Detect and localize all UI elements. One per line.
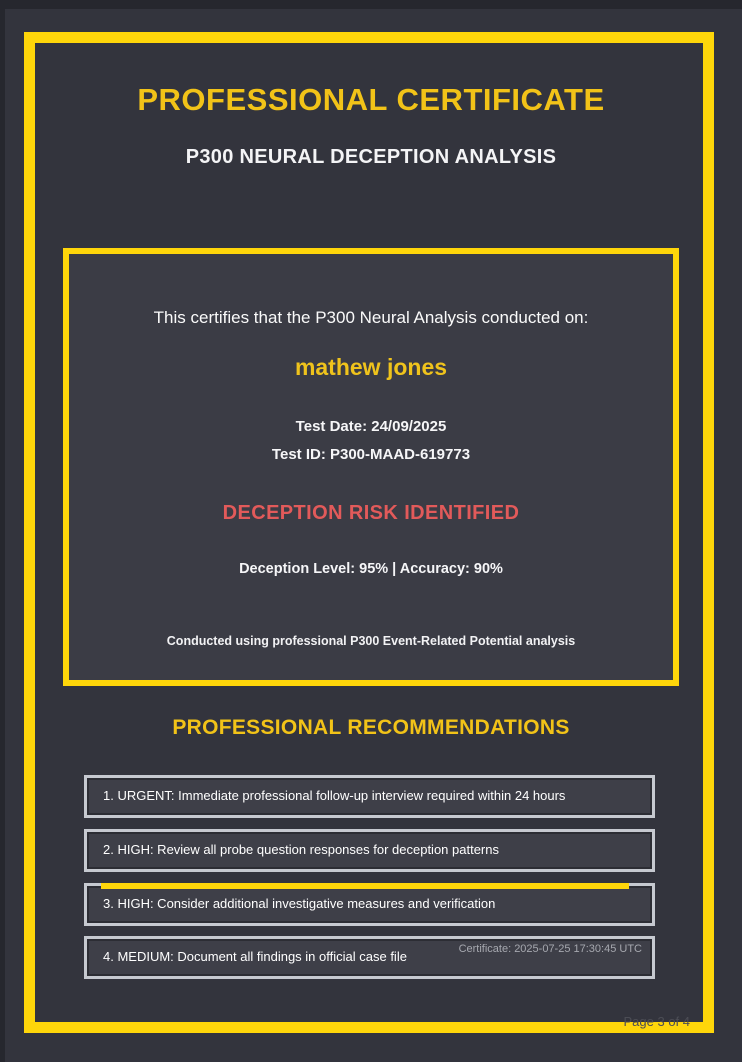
certificate-timestamp: Certificate: 2025-07-25 17:30:45 UTC bbox=[458, 943, 642, 955]
recommendation-text: 4. MEDIUM: Document all findings in official case file bbox=[103, 949, 407, 964]
recommendation-item bbox=[84, 883, 655, 926]
recommendation-text: 1. URGENT: Immediate professional follow-up interview required within 24 hours bbox=[103, 788, 566, 803]
page-title: PROFESSIONAL CERTIFICATE bbox=[137, 82, 605, 117]
result-status: DECEPTION RISK IDENTIFIED bbox=[222, 502, 520, 524]
recommendation-text: 2. HIGH: Review all probe question responses for deception patterns bbox=[103, 842, 499, 857]
deception-stats: Deception Level: 95% | Accuracy: 90% bbox=[239, 561, 503, 577]
recommendations-heading: PROFESSIONAL RECOMMENDATIONS bbox=[172, 716, 570, 739]
recommendation-item bbox=[84, 936, 655, 979]
page-subtitle: P300 NEURAL DECEPTION ANALYSIS bbox=[185, 146, 557, 168]
page-number: Page 3 of 4 bbox=[623, 1014, 690, 1029]
accent-bar bbox=[101, 883, 629, 889]
test-date: Test Date: 24/09/2025 bbox=[295, 418, 447, 435]
recommendation-item bbox=[84, 829, 655, 872]
recommendation-text: 3. HIGH: Consider additional investigative measures and verification bbox=[103, 896, 496, 911]
test-id: Test ID: P300-MAAD-619773 bbox=[271, 446, 471, 463]
subject-name: mathew jones bbox=[294, 354, 448, 380]
method-note: Conducted using professional P300 Event-Related Potential analysis bbox=[166, 634, 576, 648]
page-edge-top bbox=[0, 0, 742, 9]
certificate-intro: This certifies that the P300 Neural Analysis conducted on: bbox=[153, 308, 589, 327]
certificate-panel bbox=[63, 248, 679, 686]
recommendation-item bbox=[84, 775, 655, 818]
